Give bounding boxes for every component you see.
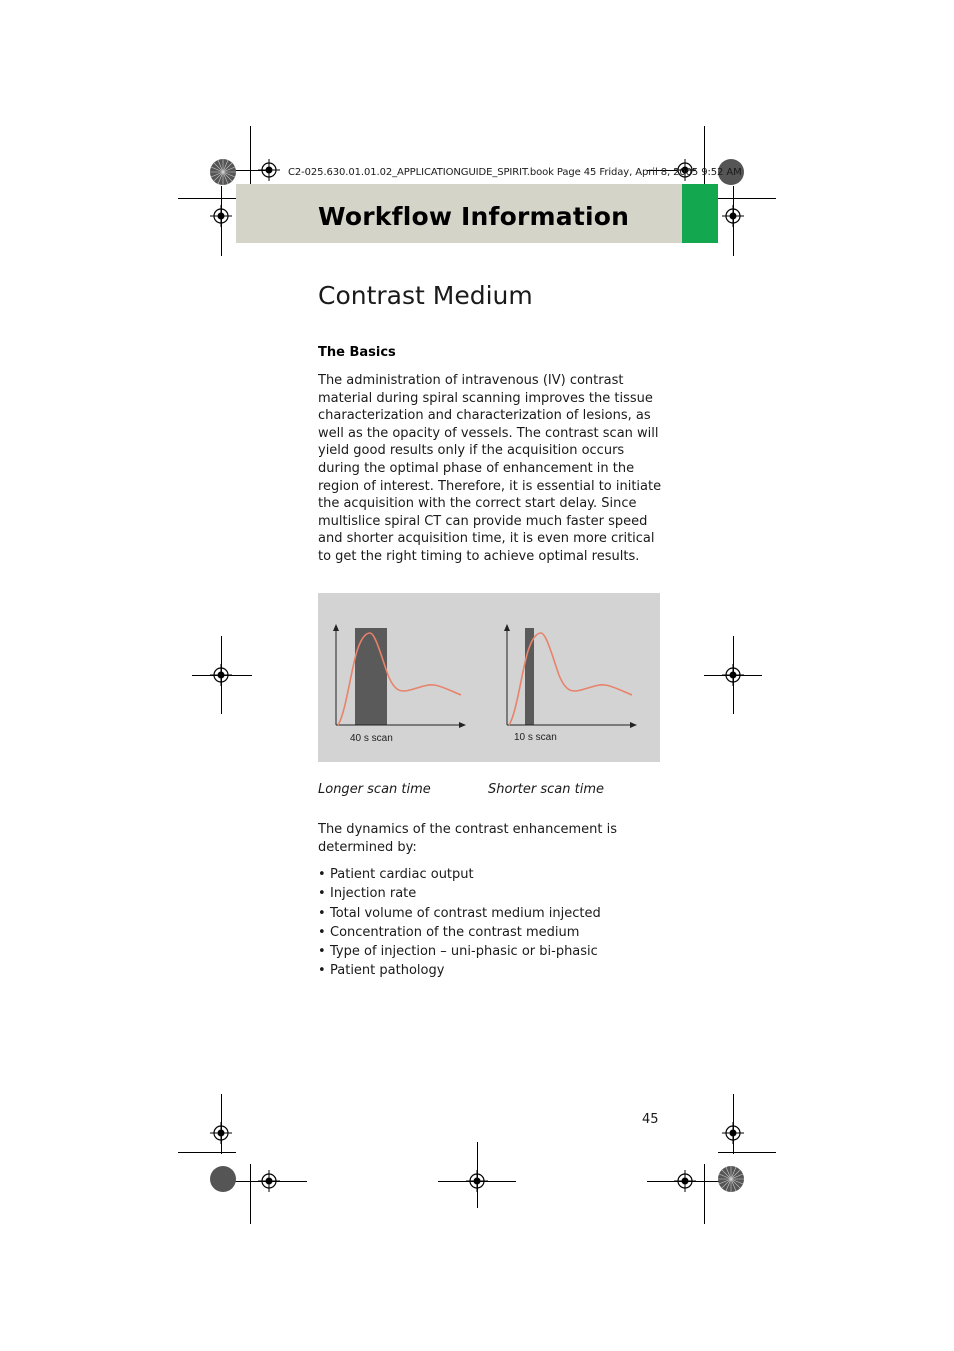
registration-target-icon [258,1170,280,1192]
crop-line [718,198,776,199]
factor-text: Injection rate [330,886,417,902]
star-rosette-icon [209,1165,237,1193]
short-scan-label: 10 s scan [514,732,557,743]
enhancement-curves-illustration [318,593,660,762]
registration-target-icon [722,1122,744,1144]
crop-line [178,198,236,199]
list-item [318,904,601,923]
crop-line [704,1164,705,1224]
caption-longer-scan: Longer scan time [318,782,431,797]
crop-line [250,1164,251,1224]
factor-text: Total volume of contrast medium injected [330,905,601,921]
registration-target-icon [674,1170,696,1192]
bullet-icon: • [318,886,326,902]
list-item [318,923,601,942]
list-item [318,884,601,903]
factor-text: Patient cardiac output [330,867,474,882]
crop-line [718,1152,776,1153]
registration-target-icon [210,1122,232,1144]
scan-window-short [525,628,534,725]
file-header: C2-025.630.01.01.02_APPLICATIONGUIDE_SPIRIT.book Page 45 Friday, April 8, 2005 9:52 AM [288,167,742,178]
star-rosette-icon [717,1165,745,1193]
factor-text: Concentration of the contrast medium [330,924,580,940]
bullet-icon: • [318,944,326,960]
y-axis-arrow-icon [504,624,510,631]
page-number: 45 [642,1112,659,1127]
bullet-icon: • [318,905,326,921]
x-axis-arrow-icon [630,722,637,728]
crop-line [250,126,251,186]
registration-target-icon [466,1170,488,1192]
intro-paragraph: The administration of intravenous (IV) contrast material during spiral scanning improves the tissue characterization and characterization of lesions, as well as the opacity of vessels. The contrast scan will yield good results only if the acquisition occurs during the optimal phase of enhancement in the region of interest. Therefore, it is essential to initiate the acquisition with the correct start delay. Since multislice spiral CT can provide much faster speed and shorter acquisition time, it is even more critical to get the right timing to achieve optimal results. [318,373,662,564]
factor-text: Patient pathology [330,963,445,979]
caption-shorter-scan: Shorter scan time [488,782,604,797]
bullet-icon: • [318,924,326,940]
bullet-icon: • [318,963,326,979]
section-accent-tab [682,184,718,243]
section-title: Workflow Information [318,202,630,231]
bullet-icon: • [318,867,326,882]
dynamics-intro: The dynamics of the contrast enhancement is determined by: [318,822,618,855]
crop-line [178,1152,236,1153]
registration-target-icon [210,664,232,686]
enhancement-figure [318,593,660,762]
factor-list [318,865,601,981]
list-item [318,865,601,884]
factor-text: Type of injection – uni-phasic or bi-phasic [330,944,598,960]
x-axis-arrow-icon [459,722,466,728]
registration-target-icon [258,159,280,181]
registration-target-icon [210,205,232,227]
registration-target-icon [722,664,744,686]
star-rosette-icon [209,158,237,186]
list-item [318,961,601,980]
long-scan-label: 40 s scan [350,733,393,744]
page-title: Contrast Medium [318,281,533,310]
list-item [318,942,601,961]
registration-target-icon [722,205,744,227]
y-axis-arrow-icon [333,624,339,631]
subheading: The Basics [318,345,396,360]
